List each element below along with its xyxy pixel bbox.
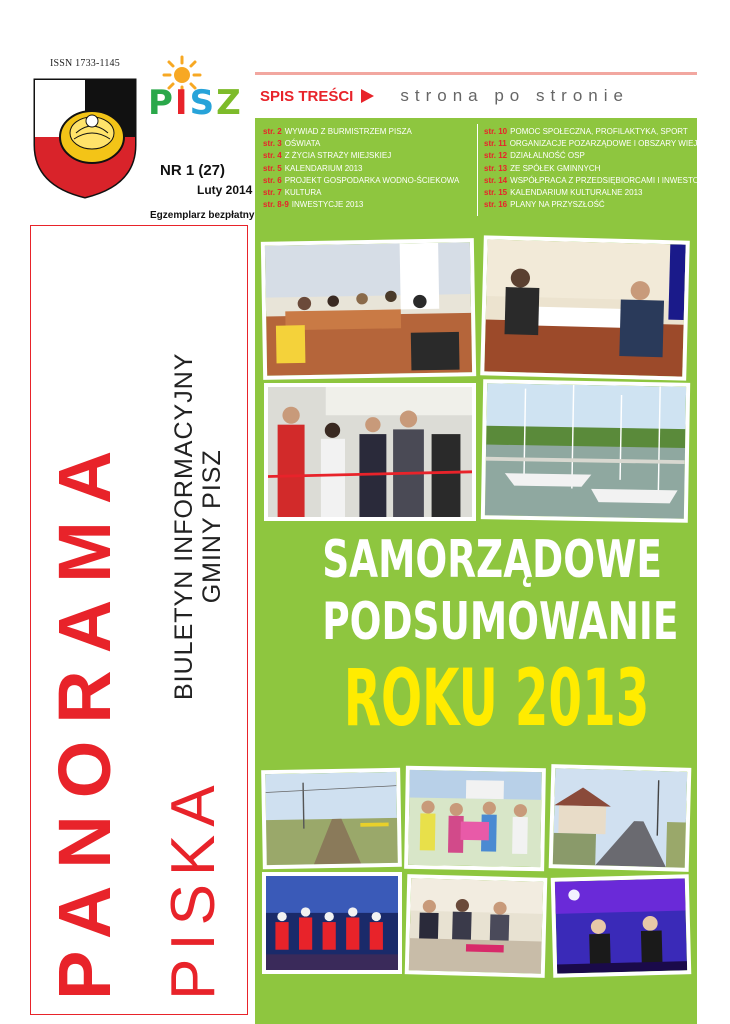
- toc-column-2: [484, 126, 719, 211]
- toc-item[interactable]: str. 7 KULTURA: [263, 188, 322, 198]
- toc-column-1: [263, 126, 459, 211]
- arrow-right-icon: [361, 89, 374, 103]
- photo-road-construction: [261, 768, 402, 869]
- toc-rule: [255, 72, 697, 75]
- toc-item[interactable]: str. 8-9 INWESTYCJE 2013: [263, 200, 364, 210]
- toc-item[interactable]: str. 10 POMOC SPOŁECZNA, PROFILAKTYKA, SPORT: [484, 127, 688, 136]
- issn: ISSN 1733-1145: [50, 58, 120, 69]
- pisz-logo: [140, 55, 245, 145]
- toc-header: [260, 84, 696, 108]
- title-main: PANORAMA: [43, 433, 126, 1000]
- bulletin-subtitle: [170, 353, 226, 700]
- toc-item[interactable]: str. 13 ZE SPÓŁEK GMINNYCH: [484, 163, 601, 173]
- toc-tagline: strona po stronie: [400, 86, 629, 105]
- toc-item[interactable]: str. 5 KALENDARIUM 2013: [263, 163, 363, 173]
- photo-marina: [481, 379, 690, 523]
- toc-item[interactable]: str. 3 OŚWIATA: [263, 139, 321, 149]
- toc-item[interactable]: str. 14 WSPÓŁPRACA Z PRZEDSIĘBIORCAMI I INWESTORAMI: [484, 175, 719, 185]
- free-copy-note: Egzemplarz bezpłatny: [150, 210, 255, 221]
- issue-number: NR 1 (27): [160, 162, 226, 179]
- toc-item[interactable]: str. 4 Z ŻYCIA STRAŻY MIEJSKIEJ: [263, 151, 392, 161]
- toc-item[interactable]: str. 11 ORGANIZACJE POZARZĄDOWE I OBSZARY WIEJSKIE: [484, 139, 716, 149]
- photo-classroom: [261, 238, 476, 380]
- photo-new-street: [549, 764, 692, 872]
- headline-line-2: PODSUMOWANIE: [322, 592, 679, 652]
- toc-label: SPIS TREŚCI: [260, 87, 354, 105]
- toc-divider: [477, 124, 478, 216]
- coat-of-arms: [30, 75, 140, 200]
- logo-wordmark: PISZ: [148, 83, 243, 123]
- subtitle-line-2: GMINY PISZ: [198, 449, 226, 604]
- photo-ribbon-cutting: [264, 383, 476, 521]
- toc-item[interactable]: str. 2 WYWIAD Z BURMISTRZEM PISZA: [263, 127, 412, 136]
- headline-line-1: SAMORZĄDOWE: [322, 530, 662, 590]
- photo-office-meeting: [480, 235, 690, 380]
- toc-item[interactable]: str. 6 PROJEKT GOSPODARKA WODNO-ŚCIEKOWA: [263, 175, 460, 185]
- toc-item[interactable]: str. 16 PLANY NA PRZYSZŁOŚĆ: [484, 200, 605, 210]
- photo-festival-crowd: [404, 766, 546, 871]
- issue-date: Luty 2014: [197, 183, 253, 197]
- title-sub: PISKA: [159, 777, 228, 1000]
- toc-item[interactable]: str. 12 DZIAŁALNOŚĆ OSP: [484, 151, 585, 161]
- subtitle-line-1: BIULETYN INFORMACYJNY: [170, 352, 198, 700]
- photo-table-meeting: [405, 874, 548, 978]
- headline-line-3: ROKU 2013: [343, 654, 650, 744]
- photo-folk-dancers: [262, 872, 402, 974]
- toc-item[interactable]: str. 15 KALENDARIUM KULTURALNE 2013: [484, 188, 643, 198]
- photo-concert: [551, 874, 692, 978]
